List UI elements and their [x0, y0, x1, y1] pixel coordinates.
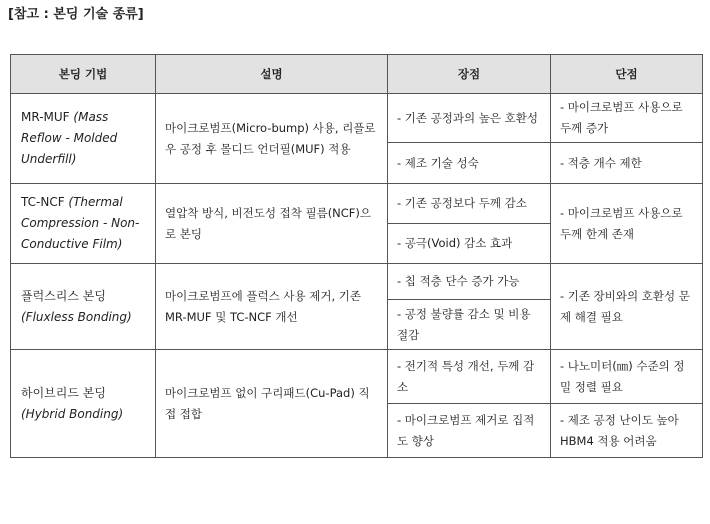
table-header-row [11, 55, 703, 94]
description-cell: 열압착 방식, 비전도성 접착 필름(NCF)으로 본딩 [156, 184, 388, 264]
header-description: 설명 [156, 55, 388, 94]
bonding-technology-table [10, 54, 703, 458]
pros-cell: - 칩 적층 단수 증가 가능 [388, 264, 551, 300]
pros-cell: - 기존 공정보다 두께 감소 [388, 184, 551, 224]
table-row [11, 184, 703, 224]
cons-cell: - 기존 장비와의 호환성 문제 해결 필요 [551, 264, 703, 350]
header-cons: 단점 [551, 55, 703, 94]
section-heading: [참고 : 본딩 기술 종류] [8, 7, 144, 22]
method-name: TC-NCF [21, 195, 65, 209]
pros-cell: - 공극(Void) 감소 효과 [388, 224, 551, 264]
pros-cell: - 마이크로범프 제거로 집적도 향상 [388, 404, 551, 458]
table-row [11, 264, 703, 300]
method-name-en: (Thermal Compression - Non-Conductive Film) [21, 195, 140, 251]
method-name: 하이브리드 본딩 [21, 385, 106, 400]
pros-cell: - 기존 공정과의 높은 호환성 [388, 94, 551, 143]
description-cell: 마이크로범프(Micro-bump) 사용, 리플로우 공정 후 몰디드 언더필(MUF) 적용 [156, 94, 388, 184]
method-cell-hybrid [11, 350, 156, 458]
table-row [11, 94, 703, 143]
method-cell-tc-ncf [11, 184, 156, 264]
method-name: MR-MUF [21, 110, 70, 124]
cons-cell: - 제조 공정 난이도 높아 HBM4 적용 어려움 [551, 404, 703, 458]
header-method: 본딩 기법 [11, 55, 156, 94]
header-pros: 장점 [388, 55, 551, 94]
description-cell: 마이크로범프 없이 구리패드(Cu-Pad) 직접 접합 [156, 350, 388, 458]
method-cell-mr-muf [11, 94, 156, 184]
pros-cell: - 전기적 특성 개선, 두께 감소 [388, 350, 551, 404]
cons-cell: - 적층 개수 제한 [551, 143, 703, 184]
pros-cell: - 공정 불량률 감소 및 비용 절감 [388, 300, 551, 350]
description-cell: 마이크로범프에 플럭스 사용 제거, 기존 MR-MUF 및 TC-NCF 개선 [156, 264, 388, 350]
cons-cell: - 마이크로범프 사용으로 두께 증가 [551, 94, 703, 143]
method-cell-fluxless [11, 264, 156, 350]
cons-cell: - 마이크로범프 사용으로 두께 한계 존재 [551, 184, 703, 264]
method-name-en: (Hybrid Bonding) [21, 406, 124, 421]
method-name: 플럭스리스 본딩 [21, 288, 106, 303]
pros-cell: - 제조 기술 성숙 [388, 143, 551, 184]
method-name-en: (Fluxless Bonding) [21, 309, 132, 324]
cons-cell: - 나노미터(㎚) 수준의 정밀 정렬 필요 [551, 350, 703, 404]
table-row [11, 350, 703, 404]
method-name-en: (Mass Reflow - Molded Underfill) [21, 110, 118, 166]
